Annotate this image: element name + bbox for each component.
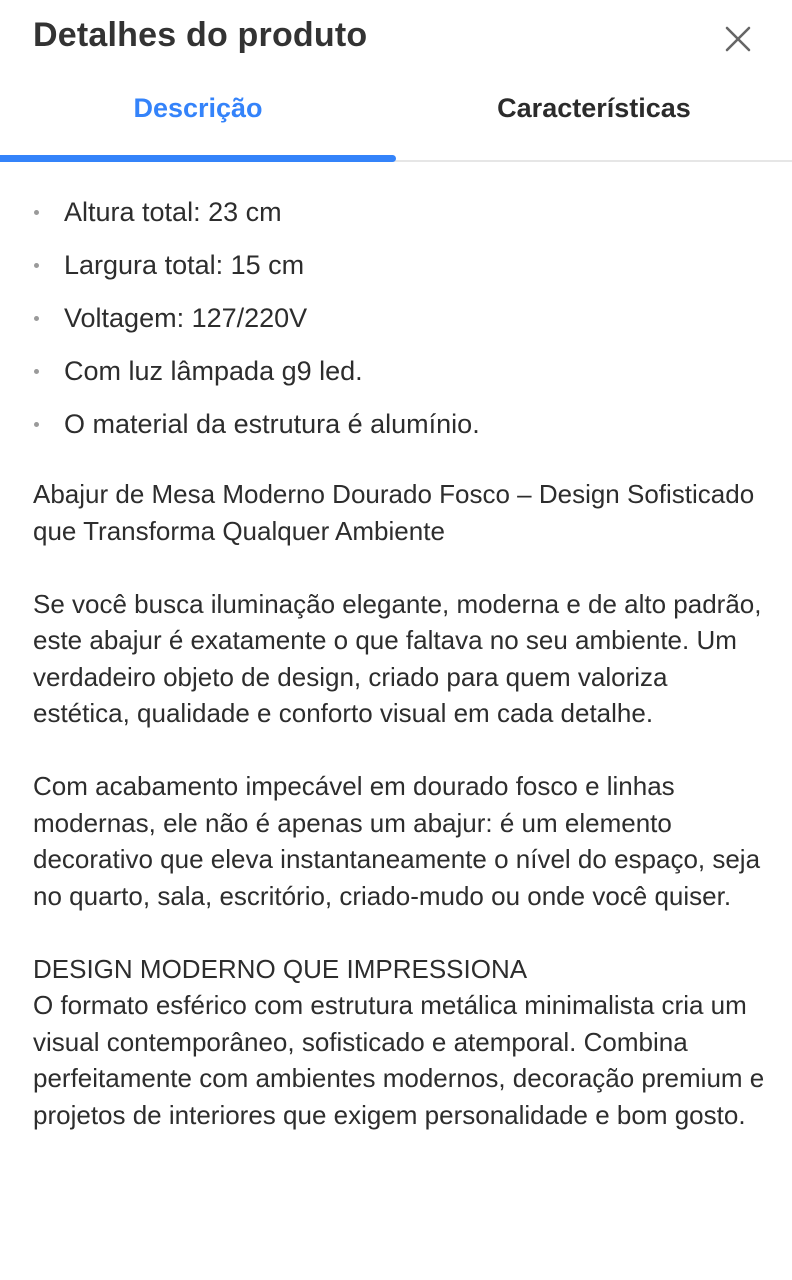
list-item <box>33 349 763 402</box>
bullet-icon <box>34 422 39 427</box>
list-item <box>33 190 763 243</box>
bullet-icon <box>34 210 39 215</box>
list-item <box>33 296 763 349</box>
bullet-icon <box>34 316 39 321</box>
close-button[interactable] <box>718 19 758 59</box>
page-title: Detalhes do produto <box>33 16 368 54</box>
spec-text: Voltagem: 127/220V <box>64 303 308 333</box>
bullet-icon <box>34 369 39 374</box>
spec-text: O material da estrutura é alumínio. <box>64 409 480 439</box>
spec-text: Largura total: 15 cm <box>64 250 305 280</box>
modal-header <box>0 0 792 78</box>
list-item <box>33 243 763 296</box>
description-headline: Abajur de Mesa Moderno Dourado Fosco – Design Sofisticado que Transforma Qualquer Ambiente <box>33 479 755 546</box>
product-description <box>33 476 768 1170</box>
bullet-icon <box>34 263 39 268</box>
active-tab-indicator <box>0 155 396 162</box>
close-icon <box>718 19 758 59</box>
spec-text: Altura total: 23 cm <box>64 197 282 227</box>
list-item <box>33 402 763 455</box>
description-paragraph: Com acabamento impecável em dourado fosco e linhas modernas, ele não é apenas um abajur: é um elemento decorativo que eleva instantaneamente o nível do espaço, seja no quarto, sala, escritório, criado-mudo ou onde você quiser. <box>33 771 761 911</box>
section-heading: DESIGN MODERNO QUE IMPRESSIONA <box>33 953 528 984</box>
description-paragraph: Se você busca iluminação elegante, moderna e de alto padrão, este abajur é exatamente o que faltava no seu ambiente. Um verdadeiro objeto de design, criado para quem valoriza estética, qualidade e conforto visual em cada detalhe. <box>33 588 762 728</box>
spec-text: Com luz lâmpada g9 led. <box>64 356 363 386</box>
spec-list <box>33 190 763 455</box>
tab-bar <box>0 78 792 162</box>
description-paragraph: O formato esférico com estrutura metálica minimalista cria um visual contemporâneo, sofisticado e atemporal. Combina perfeitamente com ambientes modernos, decoração premium e projetos de interiores que exigem personalidade e bom gosto. <box>33 990 765 1130</box>
tab-caracteristicas[interactable]: Características <box>497 93 691 123</box>
tab-descricao[interactable]: Descrição <box>133 93 263 123</box>
